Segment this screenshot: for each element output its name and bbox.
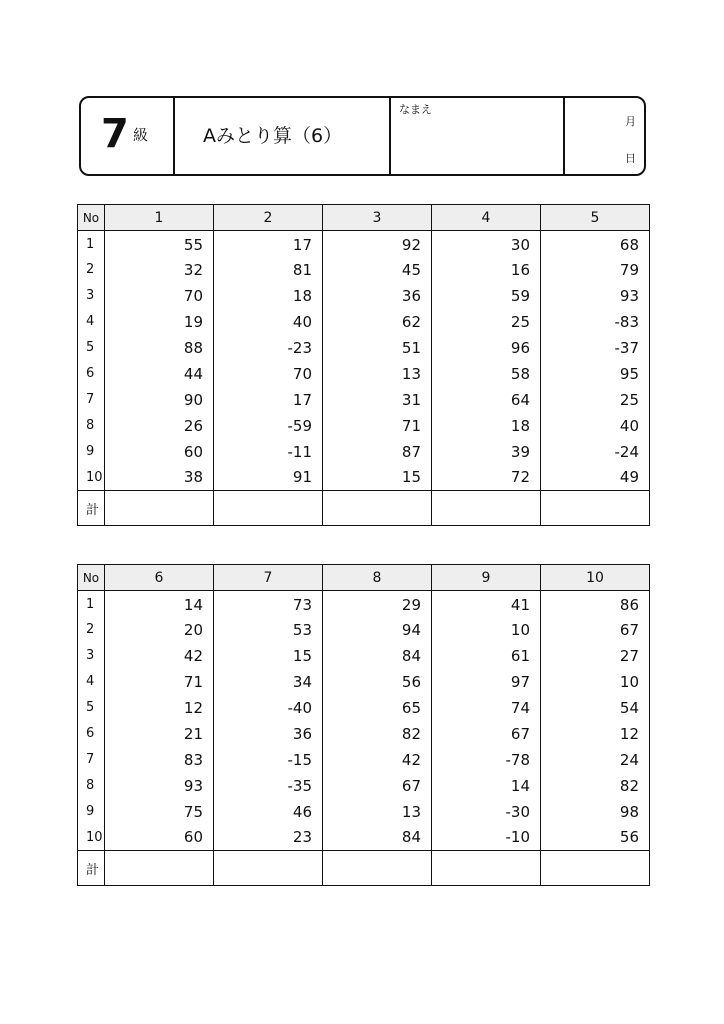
number-cell: 40 — [541, 413, 650, 439]
number-cell: 23 — [214, 825, 323, 851]
row-number: 7 — [78, 747, 105, 773]
row-number: 7 — [78, 387, 105, 413]
number-cell: 71 — [105, 669, 214, 695]
month-label: 月 — [625, 115, 636, 128]
total-label: 計 — [78, 491, 105, 526]
number-cell: 92 — [323, 231, 432, 257]
answer-cell[interactable] — [432, 491, 541, 526]
number-cell: -10 — [432, 825, 541, 851]
number-cell: 93 — [541, 283, 650, 309]
answer-cell[interactable] — [323, 851, 432, 886]
number-cell: 56 — [541, 825, 650, 851]
row-number: 10 — [78, 825, 105, 851]
table-row — [78, 439, 650, 465]
number-cell: 16 — [432, 257, 541, 283]
number-cell: 51 — [323, 335, 432, 361]
number-cell: 59 — [432, 283, 541, 309]
number-cell: 96 — [432, 335, 541, 361]
number-cell: 46 — [214, 799, 323, 825]
number-cell: 86 — [541, 591, 650, 617]
problem-table-1 — [77, 204, 650, 526]
row-number: 6 — [78, 721, 105, 747]
row-number: 8 — [78, 413, 105, 439]
number-cell: 67 — [541, 617, 650, 643]
number-cell: -37 — [541, 335, 650, 361]
number-cell: -23 — [214, 335, 323, 361]
number-cell: 20 — [105, 617, 214, 643]
number-cell: 42 — [323, 747, 432, 773]
table-row — [78, 643, 650, 669]
row-number: 1 — [78, 591, 105, 617]
row-number: 9 — [78, 799, 105, 825]
number-cell: 10 — [541, 669, 650, 695]
number-cell: 45 — [323, 257, 432, 283]
problem-header: 2 — [214, 205, 323, 231]
number-cell: 36 — [323, 283, 432, 309]
table-row — [78, 231, 650, 257]
table-row — [78, 309, 650, 335]
number-cell: 31 — [323, 387, 432, 413]
table-row — [78, 283, 650, 309]
table-row — [78, 695, 650, 721]
number-cell: 83 — [105, 747, 214, 773]
answer-cell[interactable] — [541, 491, 650, 526]
number-cell: 17 — [214, 387, 323, 413]
number-cell: 60 — [105, 825, 214, 851]
number-cell: 97 — [432, 669, 541, 695]
number-cell: 62 — [323, 309, 432, 335]
number-cell: 53 — [214, 617, 323, 643]
table-row — [78, 413, 650, 439]
number-cell: 88 — [105, 335, 214, 361]
number-cell: 84 — [323, 825, 432, 851]
answer-cell[interactable] — [432, 851, 541, 886]
number-cell: 40 — [214, 309, 323, 335]
number-cell: 15 — [323, 465, 432, 491]
number-cell: 49 — [541, 465, 650, 491]
answer-cell[interactable] — [105, 491, 214, 526]
row-number: 2 — [78, 257, 105, 283]
number-cell: 75 — [105, 799, 214, 825]
number-cell: 73 — [214, 591, 323, 617]
problem-header: 3 — [323, 205, 432, 231]
number-cell: 56 — [323, 669, 432, 695]
total-row — [78, 491, 650, 526]
number-cell: 10 — [432, 617, 541, 643]
number-cell: -40 — [214, 695, 323, 721]
number-cell: 79 — [541, 257, 650, 283]
number-cell: 60 — [105, 439, 214, 465]
number-cell: -35 — [214, 773, 323, 799]
date-field[interactable] — [565, 98, 644, 174]
number-cell: 72 — [432, 465, 541, 491]
table-row — [78, 617, 650, 643]
table-row — [78, 747, 650, 773]
no-header: No — [78, 205, 105, 231]
table-row — [78, 799, 650, 825]
number-cell: 27 — [541, 643, 650, 669]
number-cell: 38 — [105, 465, 214, 491]
row-number: 3 — [78, 283, 105, 309]
answer-cell[interactable] — [214, 851, 323, 886]
table-row — [78, 361, 650, 387]
row-number: 5 — [78, 335, 105, 361]
number-cell: 87 — [323, 439, 432, 465]
answer-cell[interactable] — [105, 851, 214, 886]
number-cell: -78 — [432, 747, 541, 773]
number-cell: 70 — [214, 361, 323, 387]
number-cell: -59 — [214, 413, 323, 439]
total-label: 計 — [78, 851, 105, 886]
row-number: 6 — [78, 361, 105, 387]
table-header-row — [78, 565, 650, 591]
answer-cell[interactable] — [214, 491, 323, 526]
number-cell: 58 — [432, 361, 541, 387]
number-cell: 93 — [105, 773, 214, 799]
number-cell: 81 — [214, 257, 323, 283]
table-row — [78, 773, 650, 799]
problem-header: 7 — [214, 565, 323, 591]
row-number: 10 — [78, 465, 105, 491]
number-cell: 14 — [432, 773, 541, 799]
number-cell: 64 — [432, 387, 541, 413]
number-cell: -30 — [432, 799, 541, 825]
number-cell: 55 — [105, 231, 214, 257]
number-cell: 91 — [214, 465, 323, 491]
grade-number: 7 — [101, 111, 129, 157]
name-label: なまえ — [399, 103, 432, 116]
problem-header: 1 — [105, 205, 214, 231]
table-row — [78, 335, 650, 361]
table-row — [78, 465, 650, 491]
row-number: 4 — [78, 669, 105, 695]
grade-cell — [81, 98, 175, 174]
name-field[interactable] — [391, 98, 565, 174]
number-cell: 70 — [105, 283, 214, 309]
problem-header: 5 — [541, 205, 650, 231]
number-cell: 13 — [323, 799, 432, 825]
table-row — [78, 721, 650, 747]
number-cell: 67 — [432, 721, 541, 747]
number-cell: 84 — [323, 643, 432, 669]
problem-header: 10 — [541, 565, 650, 591]
number-cell: 25 — [432, 309, 541, 335]
number-cell: 95 — [541, 361, 650, 387]
number-cell: 18 — [432, 413, 541, 439]
number-cell: 98 — [541, 799, 650, 825]
number-cell: 29 — [323, 591, 432, 617]
table-row — [78, 387, 650, 413]
row-number: 4 — [78, 309, 105, 335]
title-cell — [175, 98, 391, 174]
number-cell: 32 — [105, 257, 214, 283]
row-number: 9 — [78, 439, 105, 465]
table-row — [78, 825, 650, 851]
table-row — [78, 669, 650, 695]
grade-unit: 級 — [133, 126, 149, 144]
number-cell: 42 — [105, 643, 214, 669]
number-cell: 39 — [432, 439, 541, 465]
problem-header: 8 — [323, 565, 432, 591]
problem-header: 9 — [432, 565, 541, 591]
no-header: No — [78, 565, 105, 591]
total-row — [78, 851, 650, 886]
worksheet-title: Aみとり算（6） — [203, 125, 343, 147]
answer-cell[interactable] — [541, 851, 650, 886]
number-cell: 34 — [214, 669, 323, 695]
table-header-row — [78, 205, 650, 231]
number-cell: 19 — [105, 309, 214, 335]
number-cell: 17 — [214, 231, 323, 257]
worksheet-header — [79, 96, 646, 176]
number-cell: 13 — [323, 361, 432, 387]
number-cell: 54 — [541, 695, 650, 721]
number-cell: 90 — [105, 387, 214, 413]
number-cell: 82 — [323, 721, 432, 747]
answer-cell[interactable] — [323, 491, 432, 526]
number-cell: -11 — [214, 439, 323, 465]
row-number: 3 — [78, 643, 105, 669]
row-number: 8 — [78, 773, 105, 799]
number-cell: 24 — [541, 747, 650, 773]
number-cell: 14 — [105, 591, 214, 617]
number-cell: 71 — [323, 413, 432, 439]
number-cell: 67 — [323, 773, 432, 799]
problem-header: 6 — [105, 565, 214, 591]
problem-table-2 — [77, 564, 650, 886]
number-cell: 65 — [323, 695, 432, 721]
number-cell: 44 — [105, 361, 214, 387]
number-cell: 36 — [214, 721, 323, 747]
number-cell: 30 — [432, 231, 541, 257]
number-cell: 12 — [105, 695, 214, 721]
number-cell: 94 — [323, 617, 432, 643]
table-row — [78, 257, 650, 283]
number-cell: 12 — [541, 721, 650, 747]
row-number: 1 — [78, 231, 105, 257]
row-number: 5 — [78, 695, 105, 721]
number-cell: 26 — [105, 413, 214, 439]
number-cell: -24 — [541, 439, 650, 465]
number-cell: 68 — [541, 231, 650, 257]
number-cell: 74 — [432, 695, 541, 721]
row-number: 2 — [78, 617, 105, 643]
number-cell: -83 — [541, 309, 650, 335]
number-cell: 15 — [214, 643, 323, 669]
number-cell: 25 — [541, 387, 650, 413]
number-cell: -15 — [214, 747, 323, 773]
problem-header: 4 — [432, 205, 541, 231]
table-row — [78, 591, 650, 617]
day-label: 日 — [625, 152, 636, 165]
number-cell: 82 — [541, 773, 650, 799]
number-cell: 61 — [432, 643, 541, 669]
number-cell: 21 — [105, 721, 214, 747]
number-cell: 41 — [432, 591, 541, 617]
number-cell: 18 — [214, 283, 323, 309]
